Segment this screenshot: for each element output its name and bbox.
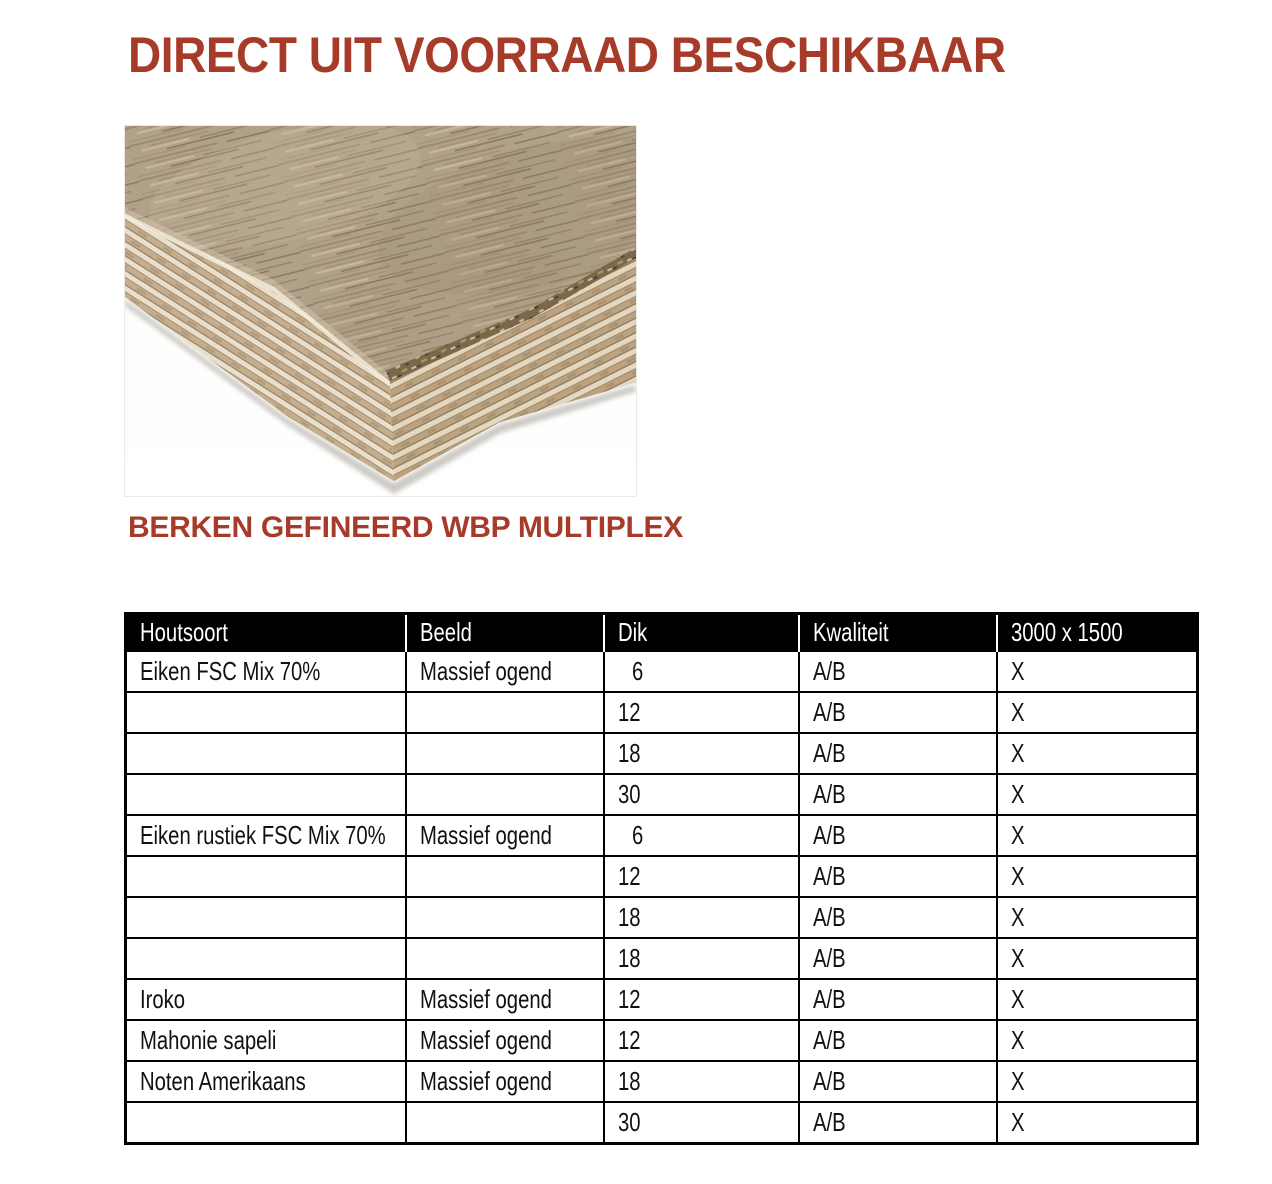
cell-size	[997, 938, 1198, 979]
column-header-size	[997, 614, 1198, 652]
cell-beeld	[406, 979, 604, 1020]
cell-text: 6	[631, 820, 643, 850]
cell-size	[997, 651, 1198, 692]
cell-text: Massief ogend	[419, 1066, 552, 1096]
cell-text: 12	[617, 1025, 641, 1055]
cell-beeld	[406, 733, 604, 774]
cell-text: 12	[617, 984, 641, 1014]
cell-text: Massief ogend	[419, 820, 552, 850]
cell-text: 12	[617, 861, 641, 891]
cell-size	[997, 692, 1198, 733]
cell-text: 12	[617, 697, 641, 727]
cell-kwaliteit	[799, 1061, 997, 1102]
table-row	[126, 856, 1198, 897]
header-row	[126, 614, 1198, 652]
page-title: DIRECT UIT VOORRAAD BESCHIKBAAR	[128, 27, 1006, 83]
cell-text: X	[1010, 656, 1025, 686]
column-header-kwaliteit	[799, 614, 997, 652]
column-header-label: Dik	[617, 617, 647, 647]
cell-kwaliteit	[799, 733, 997, 774]
cell-kwaliteit	[799, 692, 997, 733]
cell-text: X	[1010, 738, 1025, 768]
cell-kwaliteit	[799, 774, 997, 815]
cell-dik	[604, 938, 799, 979]
cell-beeld	[406, 651, 604, 692]
cell-dik	[604, 774, 799, 815]
column-header-label: Kwaliteit	[812, 617, 889, 647]
cell-kwaliteit	[799, 1020, 997, 1061]
cell-text: Mahonie sapeli	[140, 1025, 277, 1055]
column-header-houtsoort	[126, 614, 406, 652]
cell-text: A/B	[812, 943, 846, 973]
cell-dik	[604, 856, 799, 897]
cell-text: X	[1010, 779, 1025, 809]
table-row	[126, 938, 1198, 979]
cell-houtsoort	[126, 774, 406, 815]
cell-houtsoort	[126, 938, 406, 979]
cell-beeld	[406, 815, 604, 856]
cell-text: X	[1010, 1025, 1025, 1055]
cell-beeld	[406, 692, 604, 733]
cell-houtsoort	[126, 897, 406, 938]
table-row	[126, 651, 1198, 692]
cell-dik	[604, 815, 799, 856]
cell-dik	[604, 1061, 799, 1102]
cell-dik	[604, 692, 799, 733]
cell-size	[997, 1102, 1198, 1144]
cell-text: Eiken rustiek FSC Mix 70%	[140, 820, 386, 850]
cell-houtsoort	[126, 1020, 406, 1061]
table-row	[126, 733, 1198, 774]
cell-dik	[604, 733, 799, 774]
table-row	[126, 1102, 1198, 1144]
cell-beeld	[406, 774, 604, 815]
cell-kwaliteit	[799, 856, 997, 897]
cell-kwaliteit	[799, 1102, 997, 1144]
column-header-label: Houtsoort	[140, 617, 228, 647]
cell-dik	[604, 979, 799, 1020]
cell-text: Iroko	[140, 984, 186, 1014]
cell-houtsoort	[126, 1102, 406, 1144]
cell-text: A/B	[812, 738, 846, 768]
cell-text: A/B	[812, 1107, 846, 1137]
table-row	[126, 1061, 1198, 1102]
cell-size	[997, 979, 1198, 1020]
cell-text: A/B	[812, 779, 846, 809]
cell-size	[997, 815, 1198, 856]
cell-text: Eiken FSC Mix 70%	[140, 656, 321, 686]
product-table-head	[126, 614, 1198, 652]
cell-size	[997, 856, 1198, 897]
cell-kwaliteit	[799, 979, 997, 1020]
cell-text: 18	[617, 902, 641, 932]
cell-size	[997, 733, 1198, 774]
cell-text: Massief ogend	[419, 656, 552, 686]
cell-size	[997, 897, 1198, 938]
cell-size	[997, 774, 1198, 815]
cell-text: 18	[617, 1066, 641, 1096]
cell-houtsoort	[126, 815, 406, 856]
cell-beeld	[406, 897, 604, 938]
cell-text: A/B	[812, 861, 846, 891]
cell-text: Noten Amerikaans	[140, 1066, 306, 1096]
column-header-dik	[604, 614, 799, 652]
cell-text: 30	[617, 1107, 641, 1137]
cell-beeld	[406, 856, 604, 897]
column-header-label: Beeld	[419, 617, 472, 647]
cell-size	[997, 1020, 1198, 1061]
cell-kwaliteit	[799, 651, 997, 692]
cell-text: 6	[631, 656, 643, 686]
cell-size	[997, 1061, 1198, 1102]
cell-houtsoort	[126, 651, 406, 692]
table-row	[126, 774, 1198, 815]
table-row	[126, 979, 1198, 1020]
cell-beeld	[406, 1061, 604, 1102]
cell-text: A/B	[812, 656, 846, 686]
cell-houtsoort	[126, 856, 406, 897]
cell-beeld	[406, 1102, 604, 1144]
cell-text: X	[1010, 697, 1025, 727]
plywood-corner-illustration	[125, 126, 636, 496]
table-row	[126, 692, 1198, 733]
cell-text: A/B	[812, 1025, 846, 1055]
product-photo	[124, 125, 637, 497]
cell-text: Massief ogend	[419, 1025, 552, 1055]
cell-houtsoort	[126, 692, 406, 733]
product-table-body	[126, 651, 1198, 1144]
cell-text: A/B	[812, 984, 846, 1014]
cell-houtsoort	[126, 979, 406, 1020]
cell-beeld	[406, 1020, 604, 1061]
section-title: BERKEN GEFINEERD WBP MULTIPLEX	[128, 511, 683, 544]
cell-text: X	[1010, 1107, 1025, 1137]
cell-beeld	[406, 938, 604, 979]
cell-dik	[604, 651, 799, 692]
cell-text: 18	[617, 738, 641, 768]
cell-text: Massief ogend	[419, 984, 552, 1014]
cell-text: A/B	[812, 820, 846, 850]
cell-text: X	[1010, 902, 1025, 932]
cell-text: X	[1010, 861, 1025, 891]
cell-text: X	[1010, 820, 1025, 850]
cell-text: A/B	[812, 697, 846, 727]
cell-text: X	[1010, 1066, 1025, 1096]
cell-text: X	[1010, 943, 1025, 973]
cell-text: 18	[617, 943, 641, 973]
table-row	[126, 815, 1198, 856]
cell-dik	[604, 1020, 799, 1061]
column-header-label: 3000 x 1500	[1010, 617, 1123, 647]
cell-text: A/B	[812, 1066, 846, 1096]
cell-houtsoort	[126, 733, 406, 774]
cell-dik	[604, 1102, 799, 1144]
cell-text: 30	[617, 779, 641, 809]
cell-dik	[604, 897, 799, 938]
table-row	[126, 897, 1198, 938]
cell-kwaliteit	[799, 938, 997, 979]
cell-kwaliteit	[799, 815, 997, 856]
cell-text: A/B	[812, 902, 846, 932]
cell-kwaliteit	[799, 897, 997, 938]
table-row	[126, 1020, 1198, 1061]
product-table	[124, 612, 1199, 1145]
cell-text: X	[1010, 984, 1025, 1014]
cell-houtsoort	[126, 1061, 406, 1102]
column-header-beeld	[406, 614, 604, 652]
